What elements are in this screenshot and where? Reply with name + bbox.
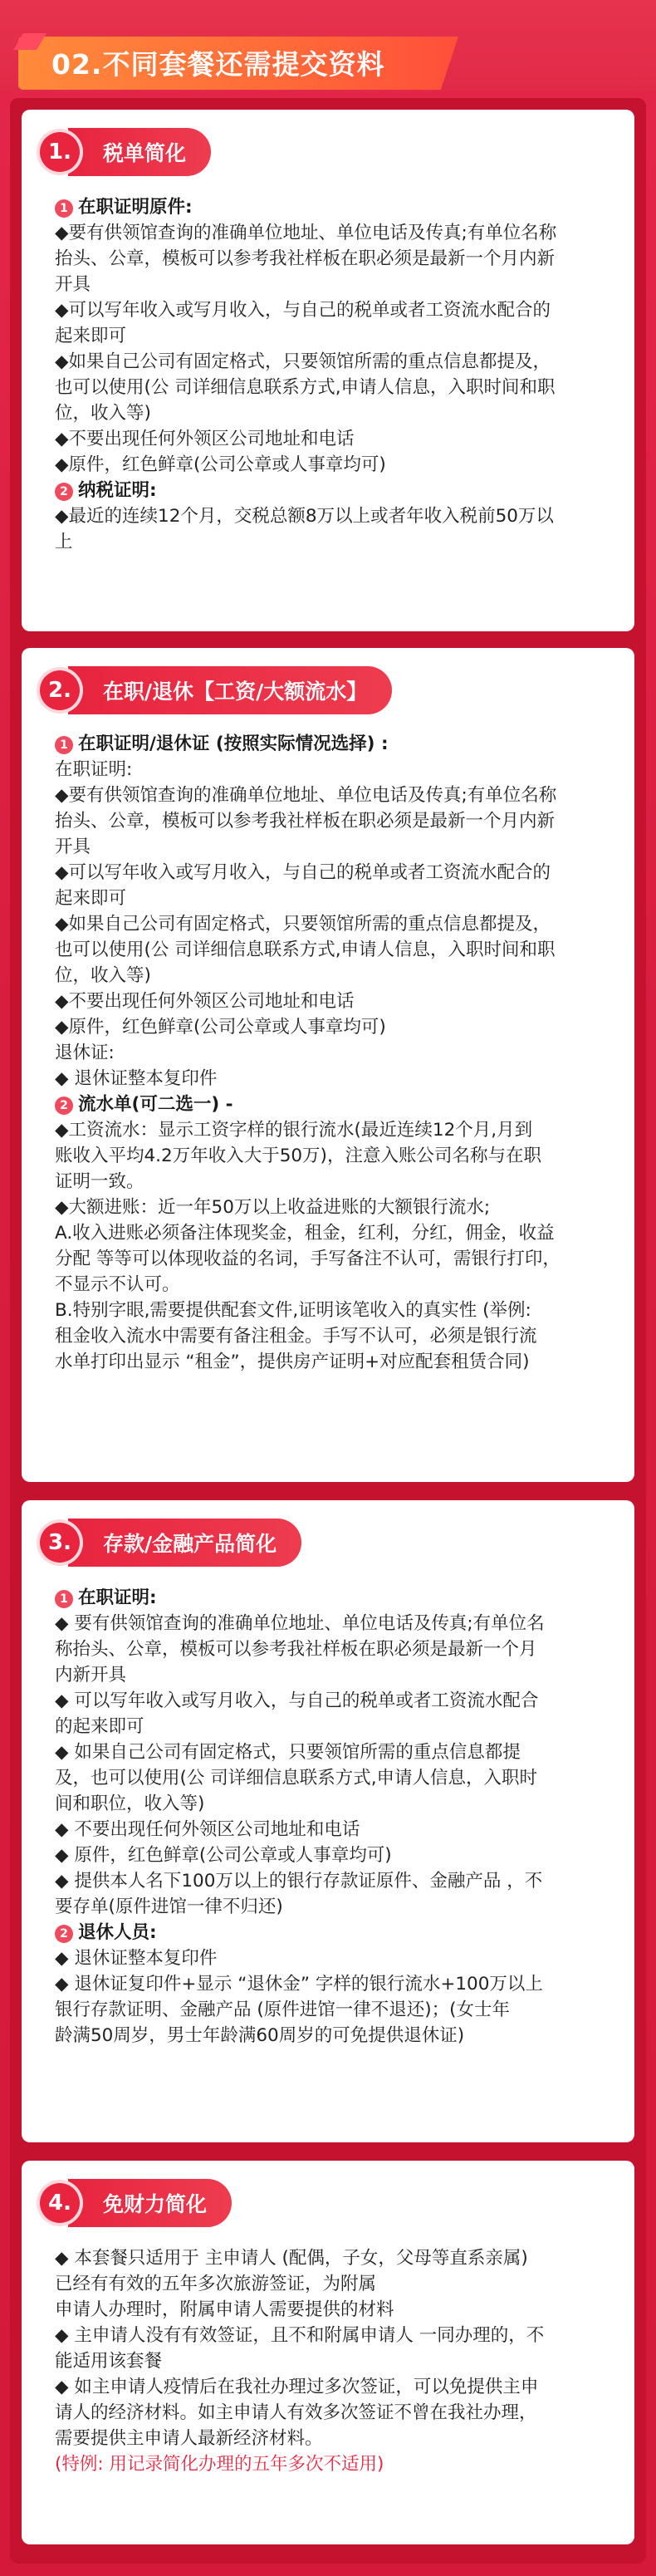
line-text: 账收入平均4.2万年收入大于50万)，注意入账公司名称与在职 [55, 1146, 541, 1166]
body-text [55, 1298, 611, 1323]
body-text [55, 452, 611, 478]
section-title: 税单简化 [68, 128, 211, 176]
section-header [40, 128, 211, 176]
body-text [55, 2323, 611, 2348]
body-text [55, 2245, 611, 2271]
line-text: 间和职位，收入等) [55, 1793, 205, 1814]
note-text [55, 2451, 611, 2477]
body-text [55, 911, 611, 937]
section-title: 存款/金融产品简化 [68, 1519, 301, 1567]
line-text: 证明一致。 [55, 1171, 144, 1192]
line-text: 开具 [55, 274, 91, 295]
body-text [55, 323, 611, 349]
body-text [55, 2348, 611, 2374]
line-text: ◆ 退休证整本复印件 [55, 1068, 218, 1089]
section-body [55, 2245, 611, 2477]
section-body [55, 731, 611, 1375]
body-text [55, 757, 611, 783]
body-text [55, 1945, 611, 1971]
subheading [55, 1585, 611, 1611]
body-text [55, 1688, 611, 1714]
body-text [55, 503, 611, 529]
line-text: (特例: 用记录简化办理的五年多次不适用) [55, 2454, 384, 2475]
line-text: 租金收入流水中需要有备注租金。手写不认可，必须是银行流 [55, 1326, 537, 1347]
subheading [55, 478, 611, 503]
numbered-circle-icon: 2 [55, 483, 73, 501]
section-header [40, 2179, 232, 2227]
body-text [55, 1636, 611, 1662]
line-text: ◆ 可以写年收入或写月收入，与自己的税单或者工资流水配合 [55, 1690, 539, 1711]
line-text: 在职证明/退休证 (按照实际情况选择) : [78, 734, 389, 754]
section-number: 1. [40, 132, 80, 172]
body-text [55, 1842, 611, 1868]
line-text: 内新开具 [55, 1665, 127, 1685]
line-text: ◆原件，红色鲜章(公司公章或人事章均可) [55, 454, 386, 475]
body-text [55, 1195, 611, 1220]
line-text: 在职证明: [55, 759, 133, 780]
subheading [55, 194, 611, 220]
line-text: 需要提供主申请人最新经济材料。 [55, 2428, 323, 2449]
line-text: 在职证明: [78, 1587, 157, 1608]
body-text [55, 1739, 611, 1765]
line-text: 纳税证明: [78, 480, 157, 501]
body-text [55, 1014, 611, 1040]
numbered-circle-icon: 1 [55, 1590, 73, 1608]
body-text [55, 426, 611, 452]
body-text [55, 1817, 611, 1842]
line-text: ◆原件，红色鲜章(公司公章或人事章均可) [55, 1017, 386, 1038]
line-text: 位，收入等) [55, 403, 151, 424]
line-text: ◆ 要有供领馆查询的准确单位地址、单位电话及传真;有单位名 [55, 1613, 545, 1634]
body-text [55, 2400, 611, 2426]
section-number: 4. [40, 2183, 80, 2223]
line-text: 的起来即可 [55, 1716, 144, 1737]
body-text [55, 297, 611, 323]
line-text: 抬头、公章，模板可以参考我社样板在职必须是最新一个月内新 [55, 248, 556, 269]
line-text: 流水单(可二选一) - [78, 1094, 233, 1115]
body-text [55, 1791, 611, 1817]
body-text [55, 246, 611, 272]
numbered-circle-icon: 2 [55, 1925, 73, 1943]
body-text [55, 963, 611, 989]
body-text [55, 1765, 611, 1791]
body-text [55, 1040, 611, 1066]
line-text: 不显示不认可。 [55, 1274, 180, 1295]
line-text: ◆ 本套餐只适用于 主申请人 (配偶，子女，父母等直系亲属) [55, 2248, 528, 2269]
section-header [40, 666, 392, 714]
section-title: 在职/退休【工资/大额流水】 [68, 666, 392, 714]
body-text [55, 1349, 611, 1375]
section-card-deposit [22, 1500, 634, 2142]
line-text: 起来即可 [55, 326, 127, 346]
body-text [55, 1246, 611, 1272]
page-title: 02.不同套餐还需提交资料 [51, 48, 385, 81]
line-text: ◆如果自己公司有固定格式，只要领馆所需的重点信息都提及， [55, 351, 551, 372]
body-text [55, 937, 611, 963]
line-text: 起来即可 [55, 888, 127, 909]
line-text: ◆ 退休证整本复印件 [55, 1948, 218, 1969]
line-text: 能适用该套餐 [55, 2351, 163, 2372]
line-text: ◆不要出现任何外领区公司地址和电话 [55, 429, 355, 449]
numbered-circle-icon: 2 [55, 1097, 73, 1115]
subheading [55, 731, 611, 757]
line-text: 退休证: [55, 1043, 115, 1063]
body-text [55, 272, 611, 297]
line-text: ◆可以写年收入或写月收入，与自己的税单或者工资流水配合的 [55, 300, 551, 321]
body-text [55, 1066, 611, 1092]
line-text: ◆大额进账：近一年50万以上收益进账的大额银行流水; [55, 1197, 491, 1218]
section-title: 免财力简化 [68, 2179, 232, 2227]
body-text [55, 2374, 611, 2400]
section-number: 3. [40, 1523, 80, 1563]
body-text [55, 989, 611, 1014]
line-text: 也可以使用(公 司详细信息联系方式,申请人信息，入职时间和职 [55, 377, 556, 398]
line-text: ◆ 不要出现任何外领区公司地址和电话 [55, 1819, 360, 1840]
body-text [55, 1971, 611, 1997]
body-text [55, 808, 611, 834]
subheading [55, 1920, 611, 1945]
line-text: ◆ 如果自己公司有固定格式，只要领馆所需的重点信息都提 [55, 1742, 521, 1763]
line-text: 分配 等等可以体现收益的名词，手写备注不认可，需银行打印， [55, 1249, 561, 1269]
line-text: A.收入进账必须备注体现奖金，租金，红利，分红，佣金，收益 [55, 1223, 555, 1244]
body-text [55, 220, 611, 246]
numbered-circle-icon: 1 [55, 736, 73, 754]
body-text [55, 1894, 611, 1920]
line-text: B.特别字眼,需要提供配套文件,证明该笔收入的真实性 (举例: [55, 1300, 531, 1321]
subheading [55, 1092, 611, 1117]
section-card-employment [22, 648, 634, 1482]
body-text [55, 529, 611, 555]
line-text: ◆ 原件，红色鲜章(公司公章或人事章均可) [55, 1845, 392, 1866]
body-text [55, 349, 611, 375]
body-text [55, 1169, 611, 1195]
line-text: 及，也可以使用(公 司详细信息联系方式,申请人信息，入职时 [55, 1768, 538, 1788]
line-text: 请人的经济材料。如主申请人有效多次签证不曾在我社办理， [55, 2402, 537, 2423]
line-text: 退休人员: [78, 1922, 157, 1943]
line-text: ◆ 如主申请人疫情后在我社办理过多次签证，可以免提供主申 [55, 2377, 539, 2397]
body-text [55, 783, 611, 808]
line-text: 龄满50周岁，男士年龄满60周岁的可免提供退休证) [55, 2025, 465, 2046]
body-text [55, 2297, 611, 2323]
line-text: 抬头、公章，模板可以参考我社样板在职必须是最新一个月内新 [55, 811, 556, 832]
line-text: 水单打印出显示 “租金”，提供房产证明+对应配套租赁合同) [55, 1352, 530, 1372]
body-text [55, 886, 611, 911]
body-text [55, 1868, 611, 1894]
section-number: 2. [40, 670, 80, 710]
body-text [55, 2023, 611, 2049]
line-text: 称抬头、公章，模板可以参考我社样板在职必须是最新一个月 [55, 1639, 537, 1660]
body-text [55, 1143, 611, 1169]
line-text: ◆如果自己公司有固定格式，只要领馆所需的重点信息都提及， [55, 914, 551, 935]
body-text [55, 1117, 611, 1143]
section-header [40, 1519, 301, 1567]
line-text: ◆最近的连续12个月，交税总额8万以上或者年收入税前50万以 [55, 506, 554, 527]
section-body [55, 1585, 611, 2049]
line-text: ◆ 提供本人名下100万以上的银行存款证原件、金融产品 ，不 [55, 1871, 543, 1892]
line-text: 位，收入等) [55, 965, 151, 986]
line-text: ◆要有供领馆查询的准确单位地址、单位电话及传真;有单位名称 [55, 223, 557, 243]
line-text: ◆ 退休证复印件+显示 “退休金” 字样的银行流水+100万以上 [55, 1974, 543, 1995]
body-text [55, 2271, 611, 2297]
body-text [55, 860, 611, 886]
line-text: ◆ 主申请人没有有效签证，且不和附属申请人 一同办理的，不 [55, 2325, 545, 2346]
line-text: 开具 [55, 837, 91, 857]
line-text: ◆要有供领馆查询的准确单位地址、单位电话及传真;有单位名称 [55, 785, 557, 806]
line-text: ◆工资流水：显示工资字样的银行流水(最近连续12个月,月到 [55, 1120, 533, 1141]
body-text [55, 1323, 611, 1349]
page-header [0, 0, 656, 91]
body-text [55, 400, 611, 426]
line-text: ◆可以写年收入或写月收入，与自己的税单或者工资流水配合的 [55, 862, 551, 883]
line-text: 要存单(原件进馆一律不归还) [55, 1896, 283, 1917]
line-text: 银行存款证明、金融产品 (原件进馆一律不退还)；(女士年 [55, 1999, 511, 2020]
body-text [55, 1997, 611, 2023]
body-text [55, 1220, 611, 1246]
body-text [55, 1272, 611, 1298]
line-text: 申请人办理时，附属申请人需要提供的材料 [55, 2299, 394, 2320]
line-text: 已经有有效的五年多次旅游签证，为附属 [55, 2274, 377, 2294]
line-text: 也可以使用(公 司详细信息联系方式,申请人信息，入职时间和职 [55, 940, 556, 960]
line-text: ◆不要出现任何外领区公司地址和电话 [55, 991, 355, 1012]
section-card-tax [22, 110, 634, 631]
body-text [55, 2426, 611, 2451]
line-text: 上 [55, 532, 73, 552]
line-text: 在职证明原件: [78, 197, 193, 218]
body-text [55, 1662, 611, 1688]
body-text [55, 834, 611, 860]
section-body [55, 194, 611, 555]
numbered-circle-icon: 1 [55, 199, 73, 218]
section-card-no-finance [22, 2161, 634, 2544]
body-text [55, 1611, 611, 1636]
body-text [55, 1714, 611, 1739]
body-text [55, 375, 611, 400]
